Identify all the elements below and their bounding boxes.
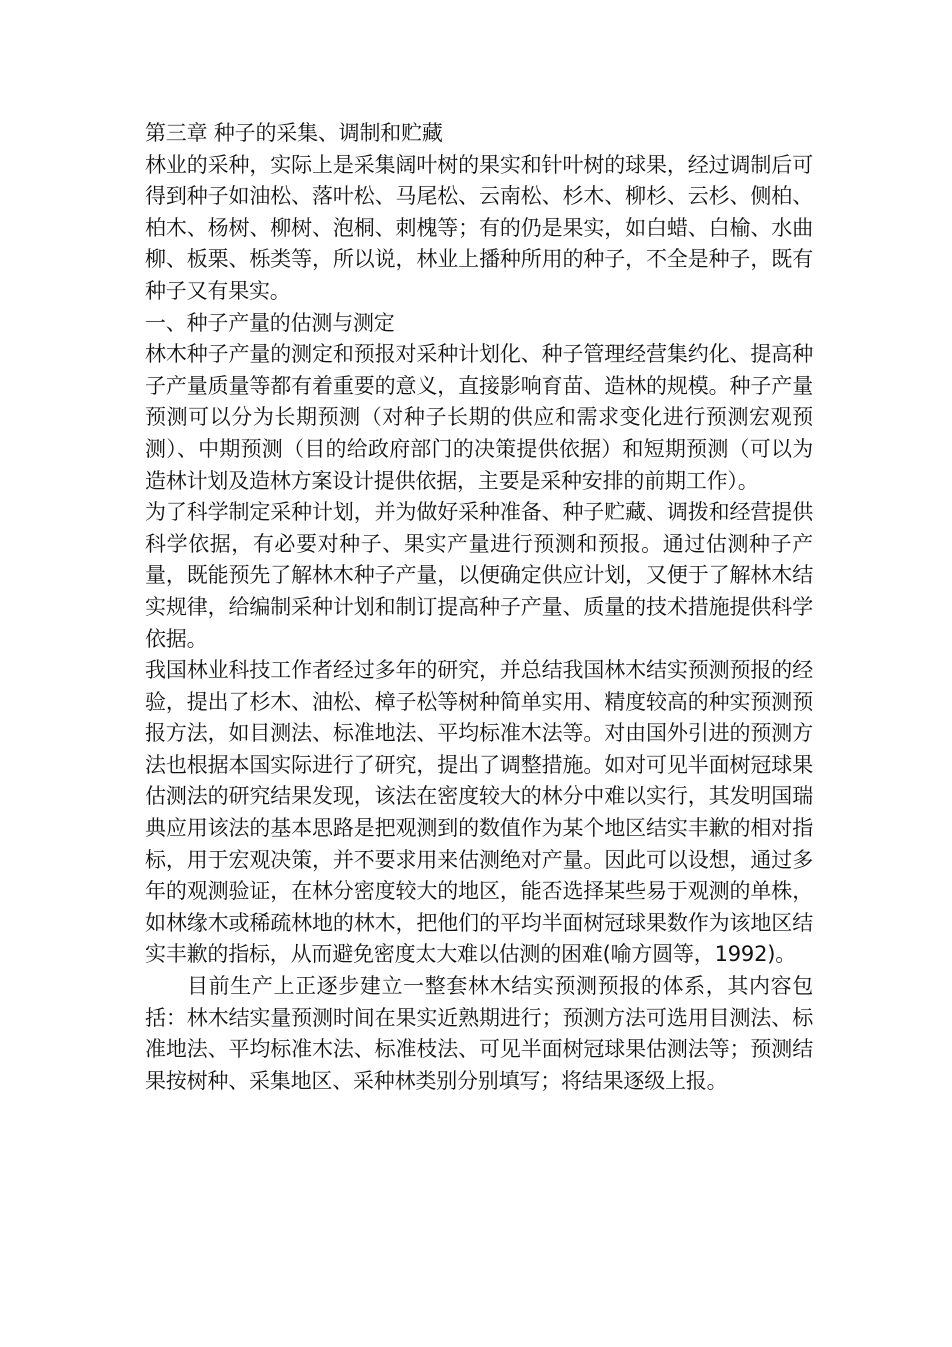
intro-paragraph: 林业的采种，实际上是采集阔叶树的果实和针叶树的球果，经过调制后可得到种子如油松、落叶松、马尾松、云南松、杉木、柳杉、云杉、侧柏、柏木、杨树、柳树、泡桐、刺槐等；有的仍是果实，如白蜡、白榆、水曲柳、板栗、栎类等，所以说，林业上播种所用的种子，不全是种子，既有种子又有果实。 (145, 152, 813, 303)
document-page (145, 118, 813, 1097)
paragraph-forecast-system: 目前生产上正逐步建立一整套林木结实预测预报的体系，其内容包括：林木结实量预测时间在果实近熟期进行；预测方法可选用目测法、标准地法、平均标准木法、标准枝法、可见半面树冠球果估测法等；预测结果按树种、采集地区、采种林类别分别填写；将结果逐级上报。 (145, 974, 813, 1093)
section-heading: 一、种子产量的估测与测定 (145, 310, 395, 335)
paragraph-forecast-methods: 我国林业科技工作者经过多年的研究，并总结我国林木结实预测预报的经验，提出了杉木、油松、樟子松等树种简单实用、精度较高的种实预测预报方法，如目测法、标准地法、平均标准木法等。对由国外引进的预测方法也根据本国实际进行了研究，提出了调整措施。如对可见半面树冠球果估测法的研究结果发现，该法在密度较大的林分中难以实行，其发明国瑞典应用该法的基本思路是把观测到的数值作为某个地区结实丰歉的相对指标，用于宏观决策，并不要求用来估测绝对产量。因此可以设想，通过多年的观测验证，在林分密度较大的地区，能否选择某些易于观测的单株，如林缘木或稀疏林地的林木，把他们的平均半面树冠球果数作为该地区结实丰歉的指标，从而避免密度太大难以估测的困难(喻方圆等，1992)。 (145, 658, 813, 967)
paragraph-forecast-purpose: 为了科学制定采种计划，并为做好采种准备、种子贮藏、调拨和经营提供科学依据，有必要对种子、果实产量进行预测和预报。通过估测种子产量，既能预先了解林木种子产量，以便确定供应计划，又便于了解林木结实规律，给编制采种计划和制订提高种子产量、质量的技术措施提供科学依据。 (145, 500, 813, 651)
chapter-title: 第三章 种子的采集、调制和贮藏 (145, 121, 443, 145)
paragraph-forecast-significance: 林木种子产量的测定和预报对采种计划化、种子管理经营集约化、提高种子产量质量等都有着重要的意义，直接影响育苗、造林的规模。种子产量预测可以分为长期预测（对种子长期的供应和需求变化进行预测宏观预测）、中期预测（目的给政府部门的决策提供依据）和短期预测（可以为造林计划及造林方案设计提供依据，主要是采种安排的前期工作）。 (145, 342, 813, 493)
